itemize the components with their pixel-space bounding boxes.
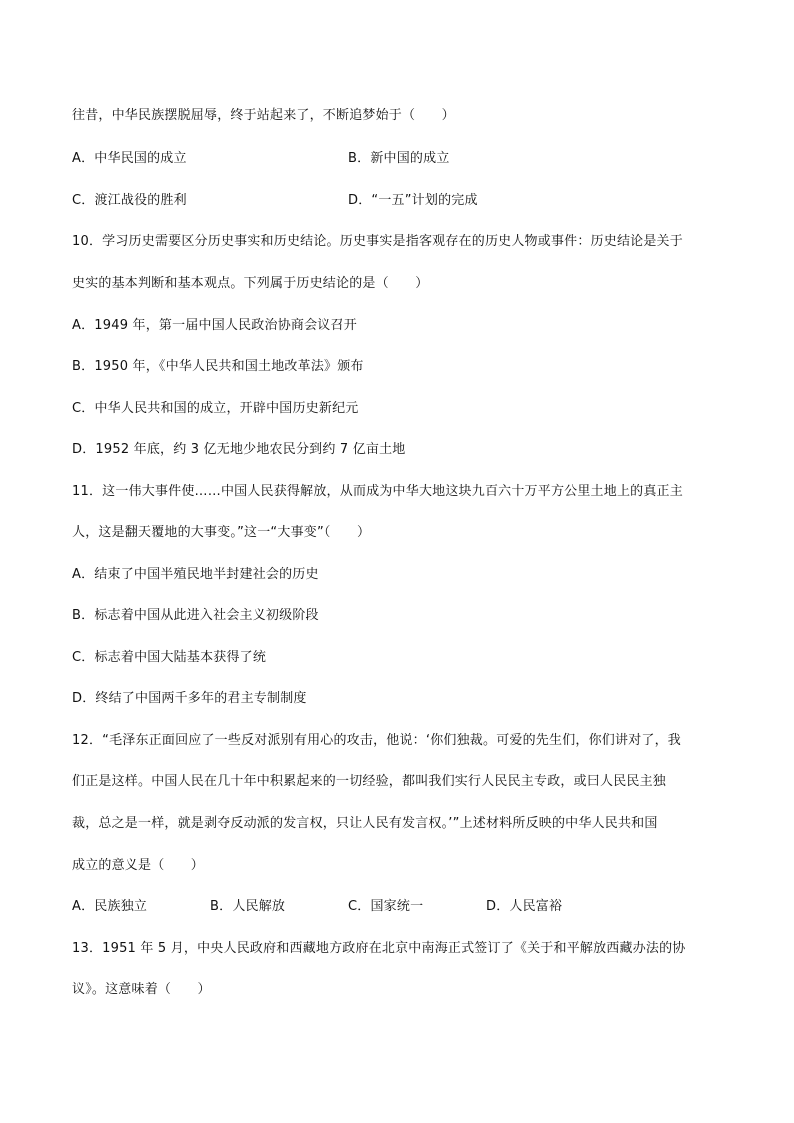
- q12-stem-line-2: 们正是这样。中国人民在几十年中积累起来的一切经验，都叫我们实行人民民主专政，或曰人民民主独: [72, 774, 667, 789]
- q11-stem-line-2: 人，这是翻天覆地的大事变。”这一“大事变”（ ）: [72, 525, 371, 540]
- q13-stem-line-2: 议》。这意味着（ ）: [72, 982, 211, 997]
- q9-option-c[interactable]: C．渡江战役的胜利: [72, 193, 187, 208]
- q12-stem-line-3: 裁，总之是一样，就是剥夺反动派的发言权，只让人民有发言权。’”上述材料所反映的中华人民共和国: [72, 816, 658, 831]
- q10-option-b[interactable]: B．1950 年，《中华人民共和国土地改革法》颁布: [72, 359, 364, 374]
- q12-stem-line-1: 12．“毛泽东正面回应了一些反对派别有用心的攻击，他说：‘你们独裁。可爱的先生们，你们讲对了，我: [72, 733, 682, 748]
- q9-stem: 往昔，中华民族摆脱屈辱，终于站起来了，不断追梦始于（ ）: [72, 108, 455, 123]
- q11-option-b[interactable]: B．标志着中国从此进入社会主义初级阶段: [72, 608, 319, 623]
- q10-stem-line-2: 史实的基本判断和基本观点。下列属于历史结论的是（ ）: [72, 276, 429, 291]
- q12-option-c[interactable]: C．国家统一: [348, 899, 424, 914]
- q11-option-d[interactable]: D．终结了中国两千多年的君主专制制度: [72, 691, 307, 706]
- q9-option-d[interactable]: D．“一五”计划的完成: [348, 193, 478, 208]
- q12-option-d[interactable]: D．人民富裕: [486, 899, 563, 914]
- q9-option-b[interactable]: B．新中国的成立: [348, 151, 450, 166]
- q12-stem-line-4: 成立的意义是（ ）: [72, 858, 205, 873]
- q11-option-a[interactable]: A．结束了中国半殖民地半封建社会的历史: [72, 567, 319, 582]
- q10-stem-line-1: 10．学习历史需要区分历史事实和历史结论。历史事实是指客观存在的历史人物或事件：历史结论是关于: [72, 234, 683, 249]
- q10-option-d[interactable]: D．1952 年底，约 3 亿无地少地农民分到约 7 亿亩土地: [72, 442, 406, 457]
- q10-option-c[interactable]: C．中华人民共和国的成立，开辟中国历史新纪元: [72, 401, 359, 416]
- q11-stem-line-1: 11．这一伟大事件使……中国人民获得解放，从而成为中华大地这块九百六十万平方公里土地上的真正主: [72, 484, 683, 499]
- q9-option-a[interactable]: A．中华民国的成立: [72, 151, 187, 166]
- q12-option-a[interactable]: A．民族独立: [72, 899, 148, 914]
- q11-option-c[interactable]: C．标志着中国大陆基本获得了统: [72, 650, 267, 665]
- q13-stem-line-1: 13．1951 年 5 月，中央人民政府和西藏地方政府在北京中南海正式签订了《关于和平解放西藏办法的协: [72, 941, 686, 956]
- q10-option-a[interactable]: A．1949 年，第一届中国人民政治协商会议召开: [72, 318, 357, 333]
- q12-option-b[interactable]: B．人民解放: [210, 899, 286, 914]
